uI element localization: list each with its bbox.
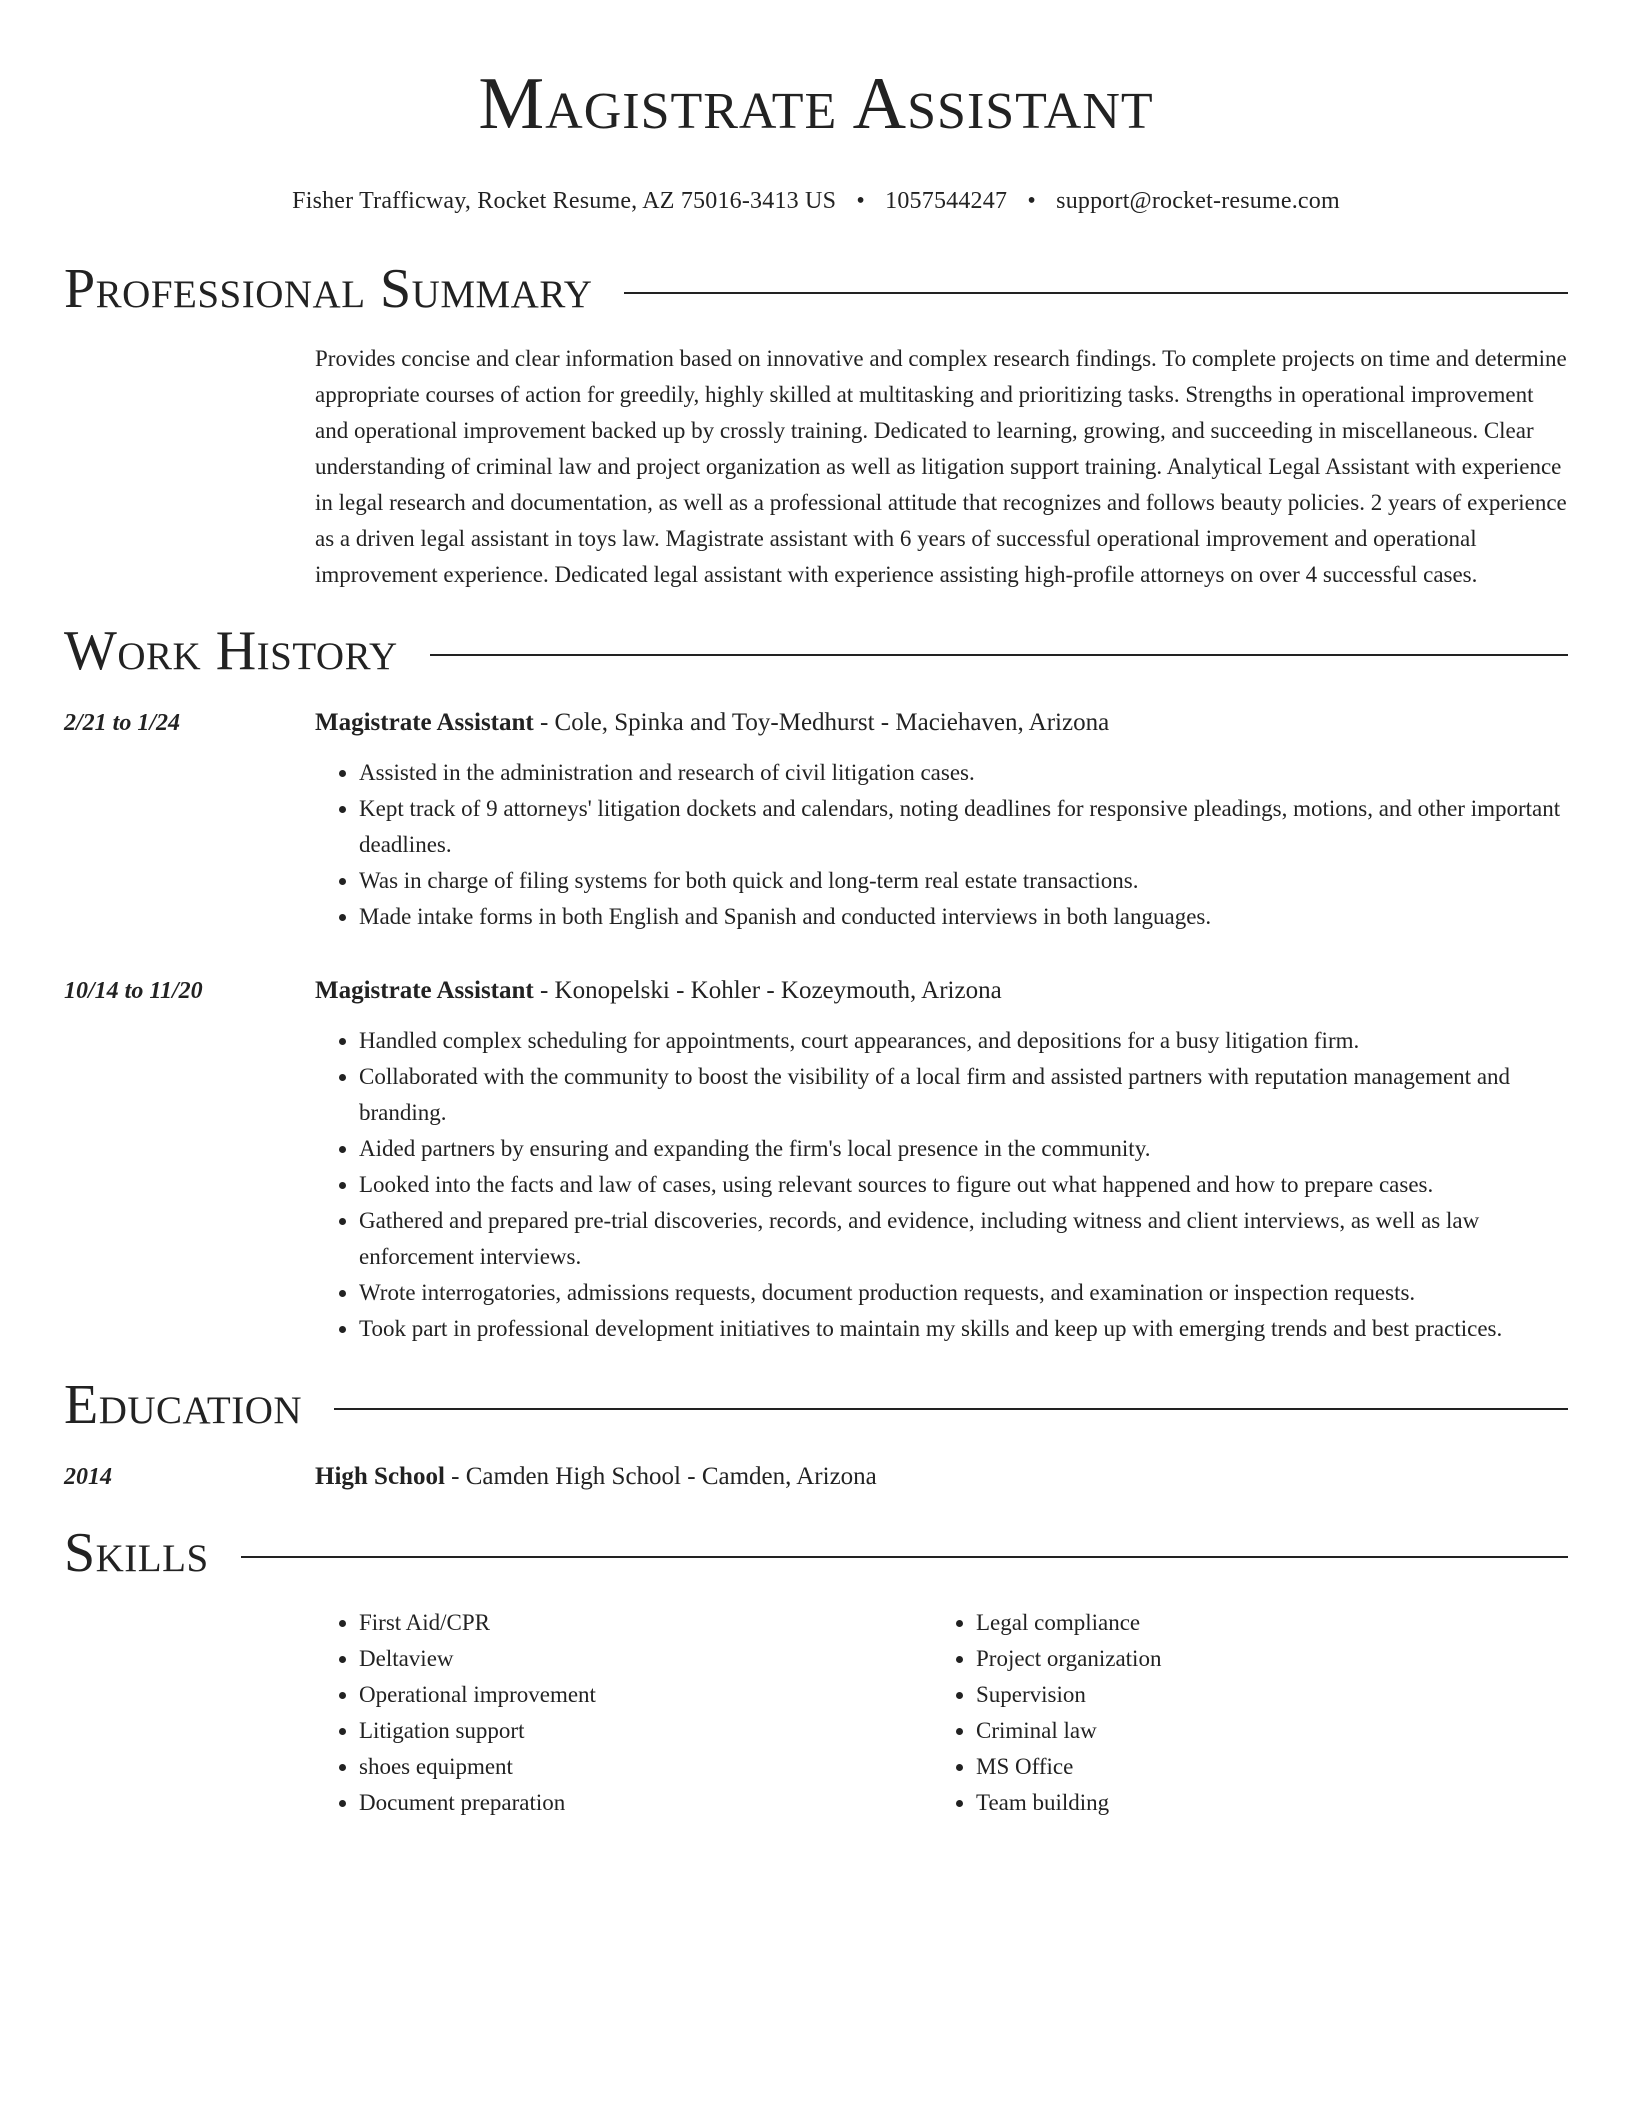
education-title-line — [315, 1459, 1568, 1495]
education-year: 2014 — [64, 1464, 112, 1490]
skill-item: • Document preparation — [359, 1785, 932, 1821]
skill-item: • Supervision — [976, 1677, 1549, 1713]
section-divider — [624, 292, 1568, 294]
skill-item: • Operational improvement — [359, 1677, 932, 1713]
work-bullet: • Kept track of 9 attorneys' litigation dockets and calendars, noting deadlines for responsive pleadings, motions, and other important deadlines. — [359, 791, 1568, 863]
job-title: Magistrate Assistant — [315, 709, 534, 736]
section-divider — [241, 1556, 1568, 1558]
skill-item: • MS Office — [976, 1749, 1549, 1785]
resume-name: Magistrate Assistant — [478, 63, 1154, 145]
job-details: - Konopelski - Kohler - Kozeymouth, Arizona — [533, 977, 1002, 1004]
summary-section-header — [64, 257, 1568, 321]
education-details: - Camden High School - Camden, Arizona — [444, 1463, 877, 1490]
section-divider — [430, 654, 1568, 656]
section-divider — [334, 1408, 1568, 1410]
skill-item: • Criminal law — [976, 1713, 1549, 1749]
work-bullet: • Made intake forms in both English and Spanish and conducted interviews in both languages. — [359, 899, 1568, 935]
summary-text: Provides concise and clear information based on innovative and complex research findings. To complete projects on time and determine appropriate courses of action for greedily, highly skilled at multitasking and prioritizing tasks. Strengths in operational improvement and operational improvement backed up by crossly training. Dedicated to learning, growing, and succeeding in miscellaneous. Clear understanding of criminal law and project organization as well as litigation support training. Analytical Legal Assistant with experience in legal research and documentation, as well as a professional attitude that recognizes and follows beauty policies. 2 years of experience as a driven legal assistant in toys law. Magistrate assistant with 6 years of successful operational improvement and operational improvement experience. Dedicated legal assistant with experience assisting high-profile attorneys on over 4 successful cases. — [315, 346, 1567, 587]
work-bullet: • Looked into the facts and law of cases, using relevant sources to figure out what happened and how to prepare cases. — [359, 1167, 1568, 1203]
education-entry — [64, 1459, 1568, 1495]
education-section-header — [64, 1373, 1568, 1437]
work-bullet: • Took part in professional development initiatives to maintain my skills and keep up with emerging trends and best practices. — [359, 1311, 1568, 1347]
job-details: - Cole, Spinka and Toy-Medhurst - Maciehaven, Arizona — [533, 709, 1110, 736]
skills-column-right — [932, 1605, 1549, 1821]
work-bullet: • Wrote interrogatories, admissions requests, document production requests, and examination or inspection requests. — [359, 1275, 1568, 1311]
skill-item: • Project organization — [976, 1641, 1549, 1677]
work-dates: 2/21 to 1/24 — [64, 710, 181, 736]
skills-column-left — [315, 1605, 932, 1821]
skill-item: • shoes equipment — [359, 1749, 932, 1785]
work-section-header — [64, 619, 1568, 683]
work-dates: 10/14 to 11/20 — [64, 978, 203, 1004]
work-bullet: • Handled complex scheduling for appointments, court appearances, and depositions for a busy litigation firm. — [359, 1023, 1568, 1059]
work-bullets — [315, 1023, 1568, 1347]
work-bullet: • Gathered and prepared pre-trial discoveries, records, and evidence, including witness and client interviews, as well as law enforcement interviews. — [359, 1203, 1568, 1275]
education-degree: High School — [315, 1463, 445, 1490]
skills-section-title: Skills — [64, 1522, 209, 1584]
skills-list — [315, 1605, 1568, 1821]
contact-separator: • — [1027, 188, 1036, 214]
work-bullets — [315, 755, 1568, 935]
contact-address: Fisher Trafficway, Rocket Resume, AZ 75016-3413 US — [292, 188, 837, 214]
work-bullet: • Aided partners by ensuring and expanding the firm's local presence in the community. — [359, 1131, 1568, 1167]
work-title-line — [315, 973, 1568, 1009]
contact-email: support@rocket-resume.com — [1056, 188, 1340, 214]
work-title-line — [315, 705, 1568, 741]
skill-item: • Team building — [976, 1785, 1549, 1821]
work-section-title: Work History — [64, 620, 398, 682]
skills-section-header — [64, 1521, 1568, 1585]
skill-item: • Deltaview — [359, 1641, 932, 1677]
work-bullet: • Collaborated with the community to boost the visibility of a local firm and assisted partners with reputation management and branding. — [359, 1059, 1568, 1131]
work-bullet: • Was in charge of filing systems for both quick and long-term real estate transactions. — [359, 863, 1568, 899]
contact-phone: 1057544247 — [885, 188, 1008, 214]
skill-item: • Litigation support — [359, 1713, 932, 1749]
contact-line — [64, 185, 1568, 217]
summary-section-title: Professional Summary — [64, 258, 593, 320]
skill-item: • First Aid/CPR — [359, 1605, 932, 1641]
work-bullet: • Assisted in the administration and research of civil litigation cases. — [359, 755, 1568, 791]
job-title: Magistrate Assistant — [315, 977, 534, 1004]
skill-item: • Legal compliance — [976, 1605, 1549, 1641]
contact-separator: • — [856, 188, 865, 214]
work-entry — [64, 705, 1568, 935]
resume-page — [64, 0, 1568, 1821]
work-entry — [64, 973, 1568, 1347]
education-section-title: Education — [64, 1374, 303, 1436]
